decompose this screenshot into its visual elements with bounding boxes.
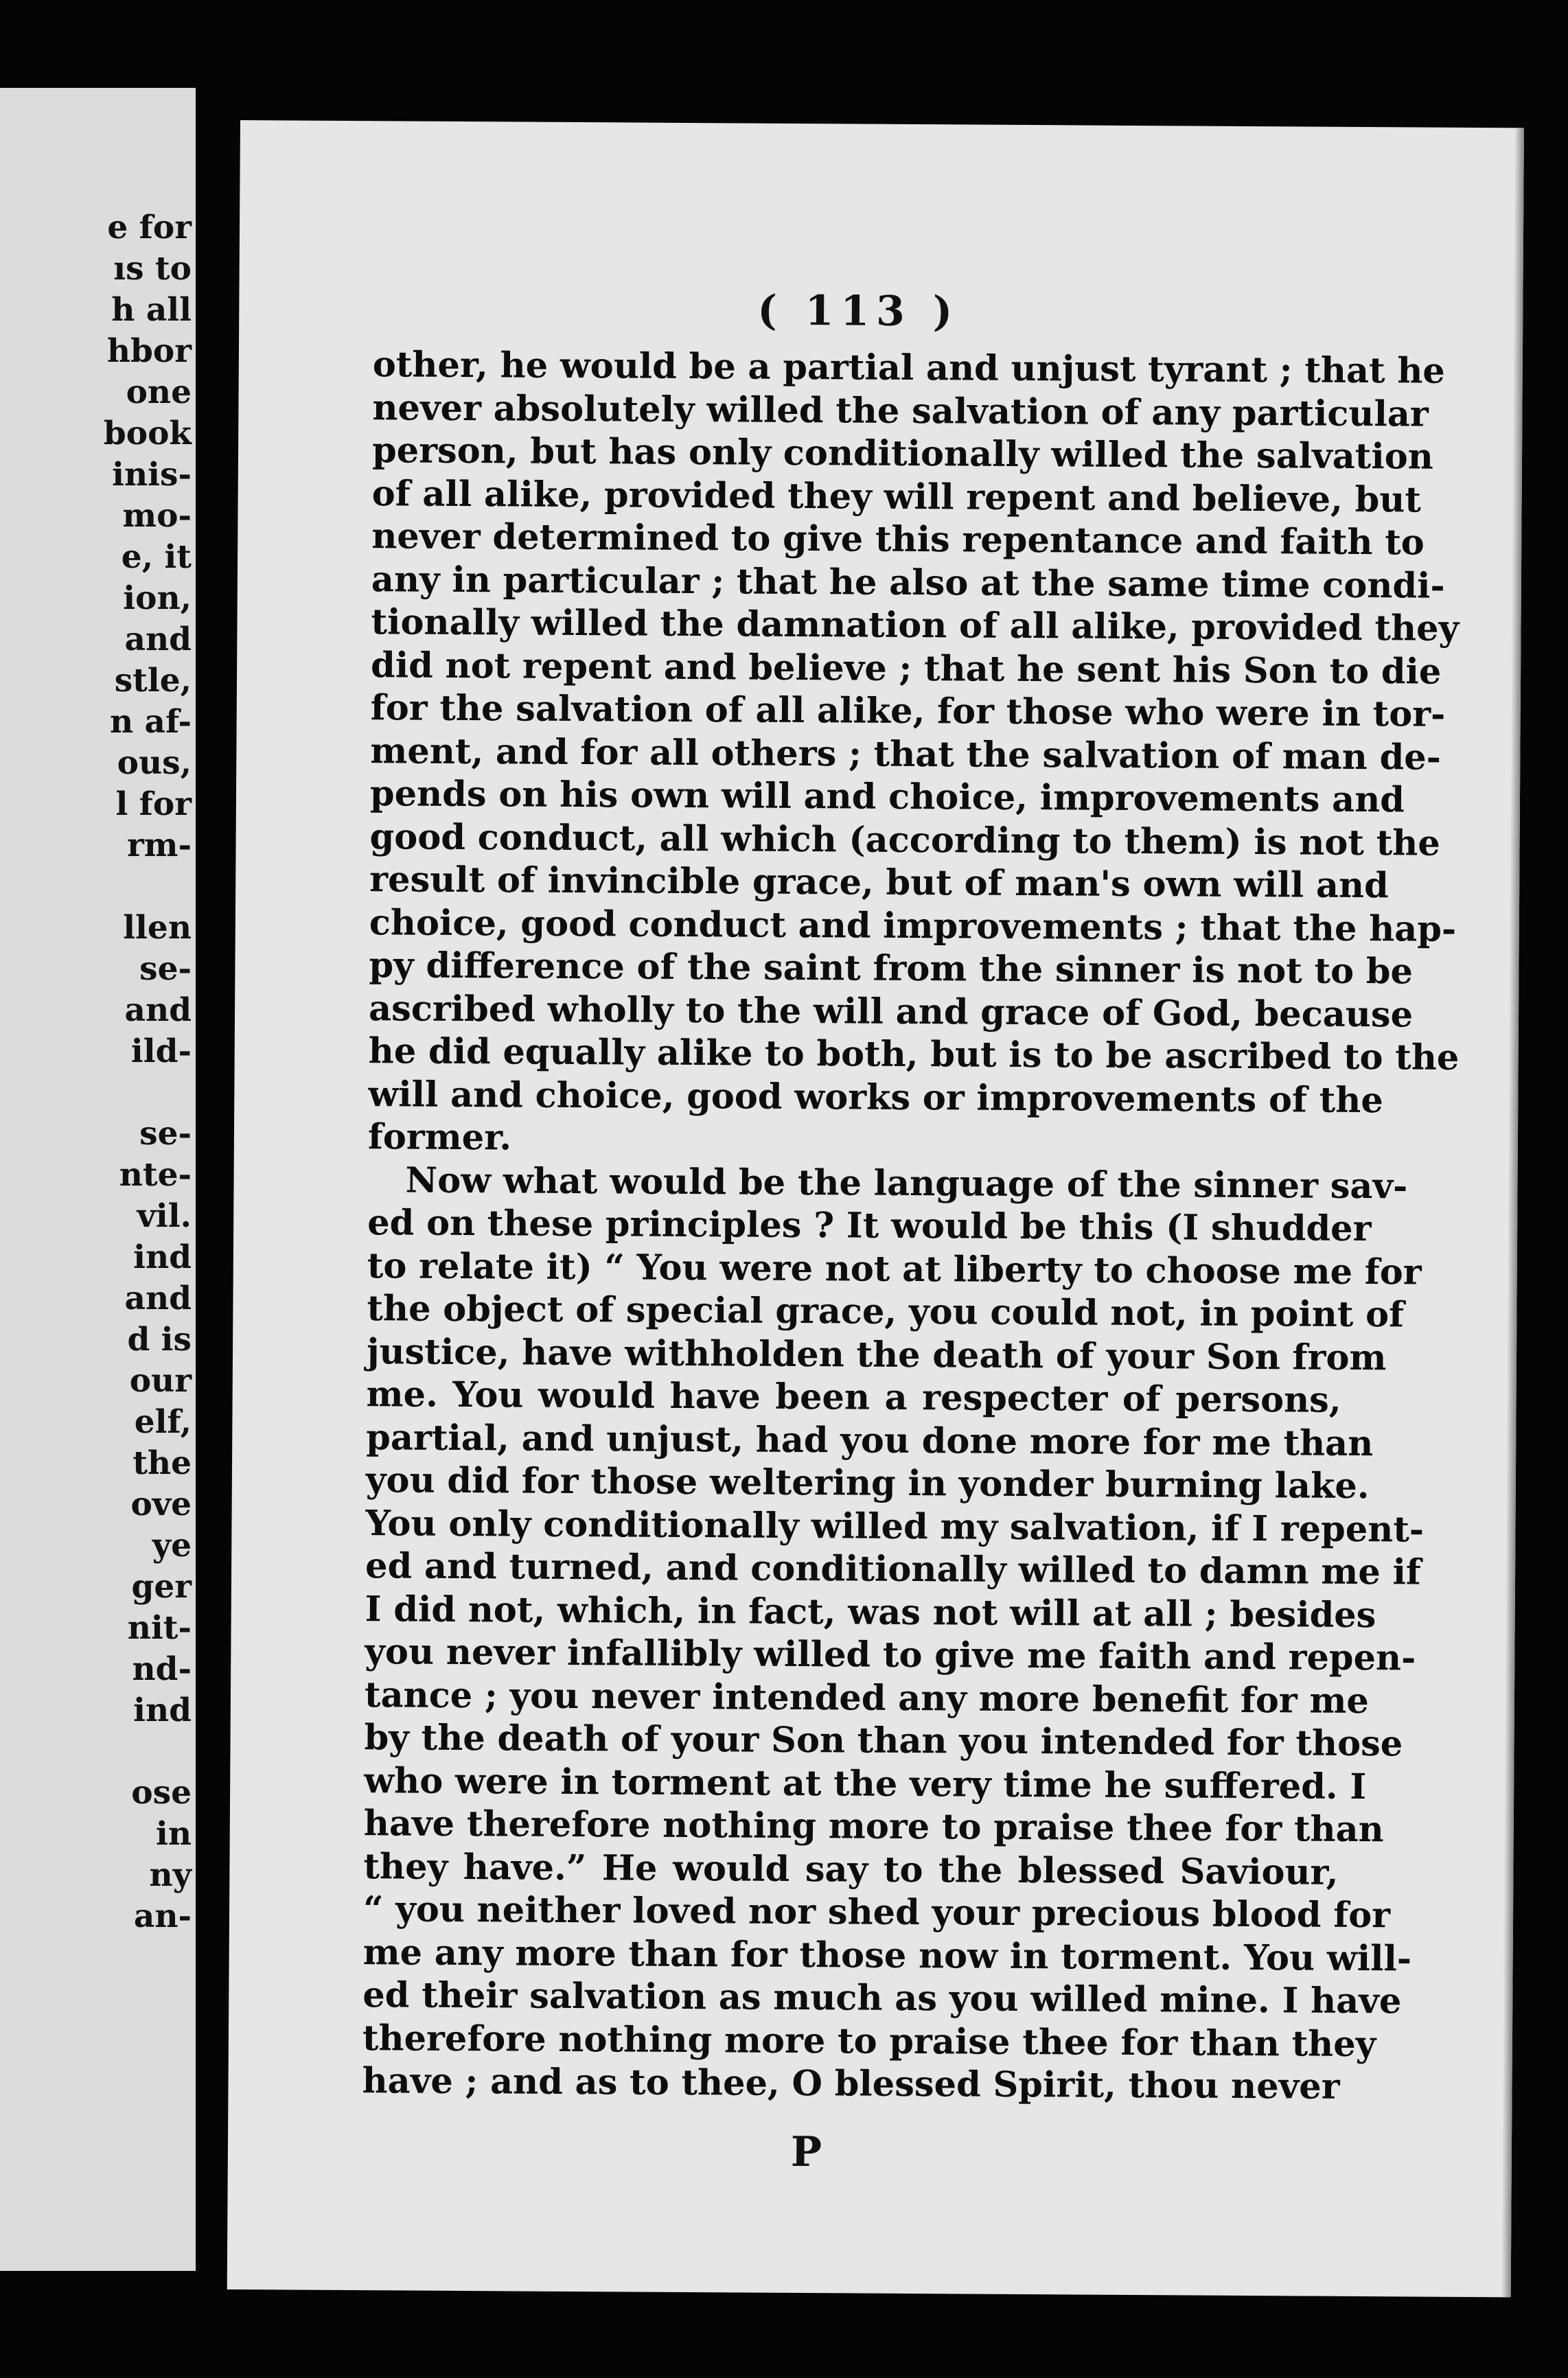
left-page-fragment: ind xyxy=(133,1692,192,1729)
body-text-line: you did for those weltering in yonder burning lake. xyxy=(365,1459,1370,1508)
signature-mark: P xyxy=(790,2127,822,2177)
left-page-fragment: an- xyxy=(133,1897,192,1935)
body-text-line: they have.” He would say to the blessed Saviour, xyxy=(363,1845,1339,1893)
left-page-fragment: ind xyxy=(133,1238,192,1276)
body-text-line: py difference of the saint from the sinner is not to be xyxy=(369,945,1414,993)
body-text-line: have ; and as to thee, O blessed Spirit, thou never xyxy=(362,2060,1340,2108)
body-text-line: to relate it) “ You were not at liberty to choose me for xyxy=(367,1245,1422,1293)
body-text-line: choice, good conduct and improvements ; that the hap- xyxy=(369,901,1457,950)
left-page-fragment: and xyxy=(124,621,192,658)
left-page-fragment: elf, xyxy=(134,1403,192,1441)
left-page xyxy=(0,88,196,2271)
left-page-fragment: n af- xyxy=(109,703,192,741)
left-page-fragment: h all xyxy=(111,291,192,329)
body-text-line: for the salvation of all alike, for those who were in tor- xyxy=(370,687,1446,735)
body-text-line: therefore nothing more to praise thee for than they xyxy=(362,2017,1376,2065)
body-text-line: former. xyxy=(367,1116,512,1159)
body-text-line: me. You would have been a respecter of persons, xyxy=(366,1374,1341,1421)
body-text-line: partial, and unjust, had you done more for me than xyxy=(366,1416,1374,1464)
left-page-fragment: book xyxy=(103,415,192,452)
left-page-fragment: se- xyxy=(139,1115,192,1153)
left-page-fragment: nte- xyxy=(119,1156,192,1194)
body-text-line: ed their salvation as much as you willed mine. I have xyxy=(362,1974,1402,2022)
left-page-fragment: hbor xyxy=(106,332,192,370)
left-page-fragment: ion, xyxy=(123,579,192,617)
body-text-line: person, but has only conditionally willed the salvation xyxy=(371,430,1433,478)
left-page-fragment: ous, xyxy=(117,744,192,782)
body-text-line: never absolutely willed the salvation of any particular xyxy=(372,386,1429,435)
left-page-fragment: in xyxy=(155,1815,192,1853)
right-page xyxy=(227,120,1524,2297)
left-page-fragment: nd- xyxy=(132,1650,192,1688)
left-page-fragment: rm- xyxy=(127,827,192,864)
body-text-line: who were in torment at the very time he suffered. I xyxy=(364,1759,1367,1808)
body-text-line: ed and turned, and conditionally willed to damn me if xyxy=(365,1545,1422,1593)
body-text-line: any in particular ; that he also at the same time condi- xyxy=(371,558,1445,607)
left-page-fragment: ıs to xyxy=(113,250,192,288)
body-text-line: “ you neither loved nor shed your precious blood for xyxy=(362,1889,1391,1937)
left-page-fragment: ild- xyxy=(130,1032,192,1070)
body-text-line: I did not, which, in fact, was not will at all ; besides xyxy=(365,1588,1376,1636)
left-page-fragment: nit- xyxy=(127,1609,192,1647)
left-page-fragment: mo- xyxy=(122,497,192,535)
body-text-line: the object of special grace, you could not, in point of xyxy=(367,1288,1405,1336)
page-number-header: ( 113 ) xyxy=(757,286,960,336)
left-page-fragment: ose xyxy=(131,1774,192,1812)
left-page-fragment: e for xyxy=(107,209,192,246)
body-text-line: pends on his own will and choice, improvements and xyxy=(369,773,1405,821)
body-text-line: you never infallibly willed to give me faith and repen- xyxy=(365,1631,1416,1679)
body-text-line: ment, and for all others ; that the salvation of man de- xyxy=(370,730,1442,778)
body-text-line: will and choice, good works or improvements of the xyxy=(368,1073,1383,1121)
page-edge xyxy=(1501,128,1524,2297)
body-text-line: good conduct, all which (according to them) is not the xyxy=(369,816,1441,864)
body-text-line: result of invincible grace, but of man's own will and xyxy=(369,859,1389,907)
left-page-fragment: ye xyxy=(152,1527,192,1565)
body-text-line: by the death of your Son than you intended for those xyxy=(364,1717,1403,1765)
left-page-fragment: vil. xyxy=(137,1197,192,1235)
body-text-line: he did equally alike to both, but is to be ascribed to the xyxy=(368,1030,1460,1078)
left-page-fragment: and xyxy=(124,1280,192,1317)
left-page-fragment: ger xyxy=(131,1568,192,1606)
left-page-fragment: se- xyxy=(139,950,192,988)
left-page-fragment: e, it xyxy=(121,538,192,576)
body-text-line: did not repent and believe ; that he sent his Son to die xyxy=(370,644,1442,693)
left-page-fragment: l for xyxy=(115,785,192,823)
body-text-line: tionally willed the damnation of all alike, provided they xyxy=(371,601,1460,649)
left-page-fragment: the xyxy=(132,1444,192,1482)
left-page-fragment: inis- xyxy=(112,456,192,494)
body-text-line: ed on these principles ? It would be this (I shudder xyxy=(367,1202,1372,1250)
left-page-fragment: and xyxy=(124,991,192,1029)
body-text-line: me any more than for those now in torment. You will- xyxy=(362,1931,1412,1979)
left-page-fragment: one xyxy=(126,373,192,411)
left-page-fragment: stle, xyxy=(114,662,192,700)
body-text-line: have therefore nothing more to praise thee for than xyxy=(363,1803,1384,1851)
body-text-line: ascribed wholly to the will and grace of God, because xyxy=(368,987,1414,1035)
left-page-fragment: ny xyxy=(149,1856,192,1894)
left-page-fragment: d is xyxy=(127,1321,192,1359)
body-text-line: Now what would be the language of the sinner sav- xyxy=(405,1159,1408,1207)
left-page-fragment: llen xyxy=(123,909,192,947)
body-text-line: You only conditionally willed my salvation, if I repent- xyxy=(365,1502,1425,1551)
left-page-fragment: our xyxy=(129,1362,192,1400)
body-text-line: tance ; you never intended any more benefit for me xyxy=(364,1674,1370,1722)
body-text-line: never determined to give this repentance and faith to xyxy=(371,516,1425,564)
left-page-fragment: ove xyxy=(130,1486,192,1523)
body-text-line: justice, have withholden the death of your Son from xyxy=(366,1330,1387,1378)
body-text-line: other, he would be a partial and unjust tyrant ; that he xyxy=(372,344,1446,392)
body-text-line: of all alike, provided they will repent and believe, but xyxy=(371,472,1422,521)
